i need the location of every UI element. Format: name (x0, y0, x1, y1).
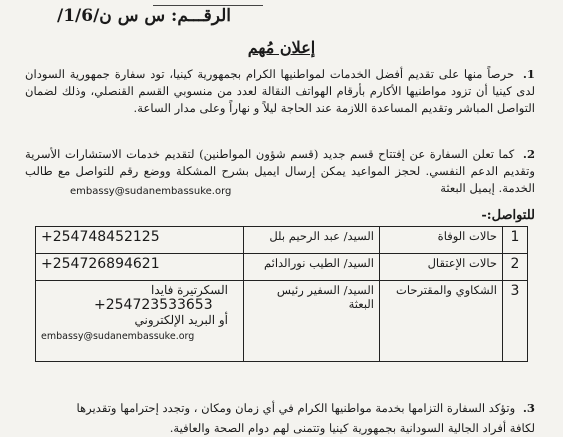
case-type: حالات الوفاة (380, 227, 503, 254)
contact-email[interactable]: embassy@sudanembassuke.org (41, 331, 195, 342)
paragraph-number: 1. (522, 67, 535, 81)
row-number: 2 (503, 254, 528, 281)
contact-person: السيد/ السفير رئيس البعثة (244, 281, 380, 362)
row-number: 3 (503, 281, 528, 362)
row-number: 1 (503, 227, 528, 254)
paragraph-number: 2. (522, 147, 536, 161)
contact-person: السيد/ عبد الرحيم بلل (244, 227, 380, 254)
paragraph-number: 3. (522, 401, 535, 415)
reference-number: الرقـــم: س س ن/1/6/ (57, 6, 231, 26)
paragraph-1 (25, 66, 535, 117)
contact-person: السيد/ الطيب نورالدائم (244, 254, 380, 281)
paragraph-text: لكافة أفراد الجالية السودانية بجمهورية كينيا وتتمنى لهم دوام الصحة والعافية. (169, 421, 535, 435)
paragraph-text: وتؤكد السفارة التزامها بخدمة مواطنيها الكرام في أي زمان ومكان ، وتجدد إحترامها وتقديرها (76, 401, 516, 415)
phone-number[interactable]: +254748452125 (36, 227, 244, 254)
contact-heading: للتواصل:- (481, 208, 535, 223)
page-title: إعلان مُهم (247, 38, 316, 57)
paragraph-4 (25, 420, 535, 437)
contact-details (36, 281, 244, 362)
secretary-name: السكرتيرة فايدا (151, 283, 228, 297)
case-type: الشكاوي والمقترحات (380, 281, 503, 362)
phone-number[interactable]: +254723533653 (94, 297, 213, 313)
paragraph-3 (25, 400, 535, 417)
table-row (36, 281, 528, 362)
contacts-table (35, 226, 528, 362)
table-row (36, 254, 528, 281)
phone-number[interactable]: +254726894621 (36, 254, 244, 281)
paragraph-text: حرصاً منها على تقديم أفضل الخدمات لمواطنيها الكرام بجمهورية كينيا، تود سفارة جمهورية السودان لدى كينيا أن تزود مواطنيها الأكارم بأرقام الهواتف النقالة لعدد من منسوبي القسم القنصلي، وذلك لضمان التواصل المباشر وتقديم المساعدة اللازمة عند الحاجة ليلاً و نهاراً وعلى مدار الساعة. (25, 67, 535, 115)
table-row (36, 227, 528, 254)
case-type: حالات الإعتقال (380, 254, 503, 281)
paragraph-text: كما تعلن السفارة عن إفتتاح قسم جديد (قسم شؤون المواطنين) لتقديم خدمات الاستشارات الأسرية وتقديم الدعم النفسي. لحجز المواعيد يمكن إرسال ايميل بشرح المشكلة ووضع رقم للتواصل مع طالب الخدمة. إيميل البعثة (25, 147, 535, 195)
email-label: أو البريد الإلكتروني (134, 313, 228, 327)
mission-email[interactable]: embassy@sudanembassuke.org (70, 186, 232, 197)
